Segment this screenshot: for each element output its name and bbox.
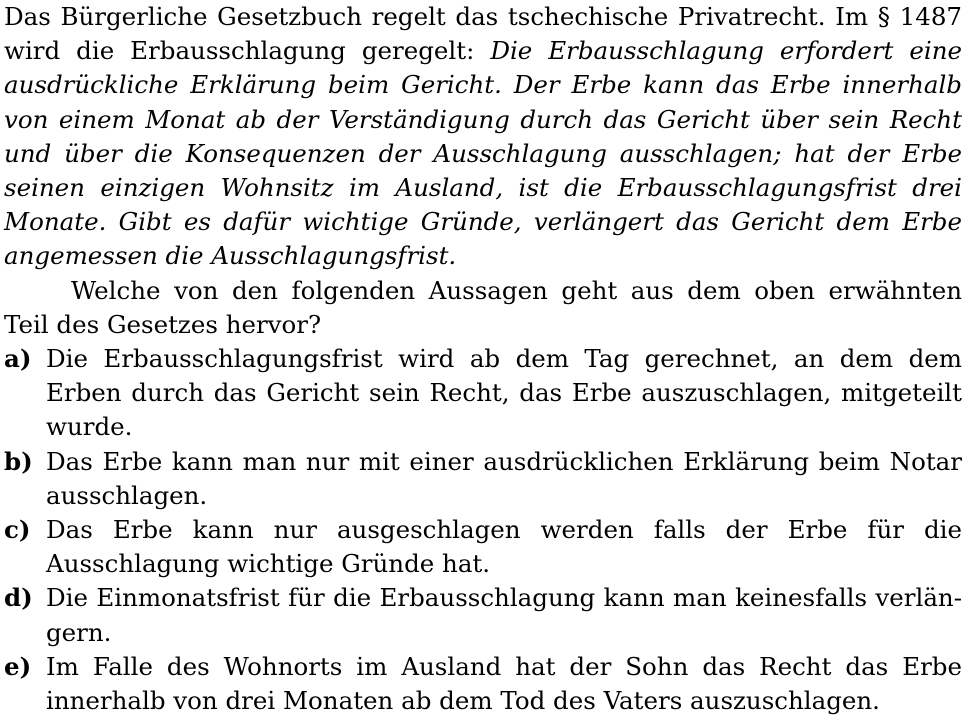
option-b[interactable] <box>4 445 962 513</box>
option-text: Die Einmonatsfrist für die Erbausschlagung kann man keinesfalls verlängern. <box>46 583 962 647</box>
option-letter: c) <box>4 515 31 545</box>
option-text: Das Erbe kann nur ausgeschlagen werden falls der Erbe für die Ausschlagung wichtige Gründe hat. <box>46 515 962 579</box>
option-letter: e) <box>4 651 32 681</box>
intro-text: Das Bürgerliche Gesetzbuch regelt das tschechische Privatrecht. Im § 1487 wird die Erbausschlagung geregelt: <box>4 2 962 66</box>
option-d[interactable] <box>4 581 962 649</box>
option-a[interactable] <box>4 342 962 445</box>
option-letter: b) <box>4 446 33 476</box>
option-text: Im Falle des Wohnorts im Ausland hat der Sohn das Recht das Erbe innerhalb von drei Monaten ab dem Tod des Vaters auszuschlagen. <box>46 651 962 716</box>
option-letter: d) <box>4 583 33 613</box>
intro-paragraph <box>4 0 962 274</box>
question-text: Welche von den folgenden Aussagen geht aus dem oben erwähnten Teil des Gesetzes hervor? <box>4 275 962 339</box>
law-quote: Die Erbausschlagung erfordert eine ausdrückliche Erklärung beim Gericht. Der Erbe kann das Erbe innerhalb von einem Monat ab der Verständigung durch das Gericht über sein Recht und über die Konsequenzen der Ausschlagung ausschlagen; hat der Erbe seinen einzigen Wohnsitz im Ausland, ist die Erbausschlagungsfrist drei Monate. Gibt es dafür wichtige Gründe, verlängert das Gericht dem Erbe angemessen die Ausschlagungsfrist. <box>4 36 962 271</box>
option-text: Die Erbausschlagungsfrist wird ab dem Tag gerechnet, an dem dem Erben durch das Gericht sein Recht, das Erbe auszuschlagen, mitgeteilt wurde. <box>46 344 962 442</box>
answer-options <box>4 342 962 718</box>
option-e[interactable] <box>4 650 962 718</box>
option-text: Das Erbe kann man nur mit einer ausdrücklichen Erklärung beim Notar ausschlagen. <box>46 446 962 510</box>
option-letter: a) <box>4 344 32 374</box>
document-page <box>4 0 962 718</box>
option-c[interactable] <box>4 513 962 581</box>
